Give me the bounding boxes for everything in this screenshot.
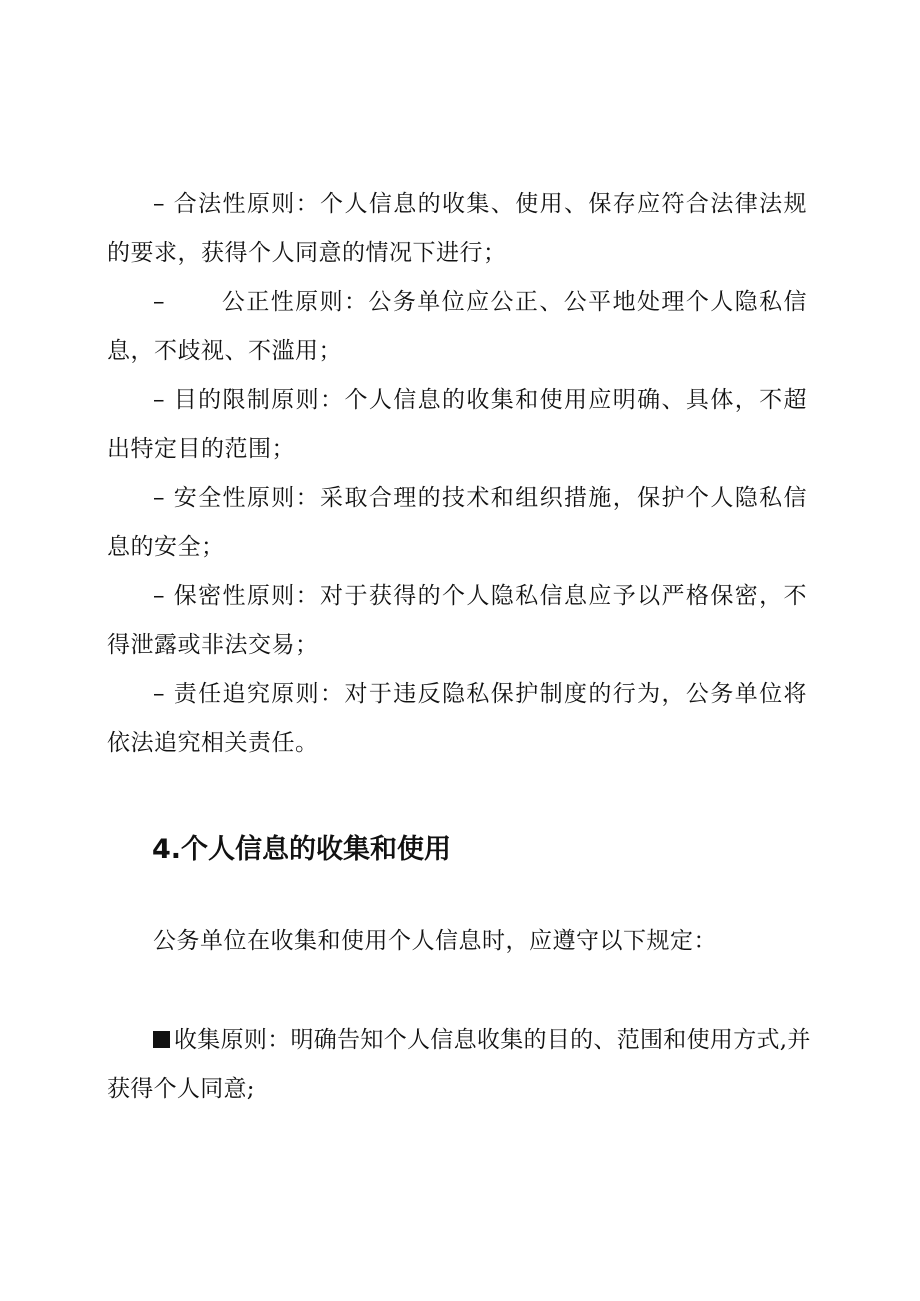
principle-purpose-limitation — [107, 376, 807, 474]
dash-marker: – — [153, 191, 165, 217]
principle-confidentiality — [107, 572, 807, 670]
section-heading: 4.个人信息的收集和使用 — [152, 834, 452, 865]
principle-security — [107, 474, 807, 572]
collection-principle-item — [107, 1016, 813, 1114]
collection-principle-text: 收集原则：明确告知个人信息收集的目的、范围和使用方式,并获得个人同意; — [107, 1027, 811, 1102]
principle-text: 责任追究原则：对于违反隐私保护制度的行为，公务单位将依法追究相关责任。 — [107, 681, 807, 756]
dash-marker: – — [153, 583, 165, 609]
principle-legality — [107, 180, 807, 278]
principle-text: 保密性原则：对于获得的个人隐私信息应予以严格保密，不得泄露或非法交易； — [107, 583, 807, 658]
dash-marker: – — [153, 485, 165, 511]
section-intro: 公务单位在收集和使用个人信息时，应遵守以下规定： — [153, 928, 717, 954]
square-bullet-icon — [153, 1031, 170, 1048]
dash-marker: – — [153, 289, 165, 315]
dash-marker: – — [153, 387, 165, 413]
dash-marker: – — [153, 681, 165, 707]
principle-accountability — [107, 670, 807, 768]
principle-text: 公正性原则：公务单位应公正、公平地处理个人隐私信息，不歧视、不滥用； — [107, 289, 807, 364]
principle-fairness — [107, 278, 807, 376]
principle-text: 合法性原则：个人信息的收集、使用、保存应符合法律法规的要求，获得个人同意的情况下进行； — [107, 191, 807, 266]
principle-text: 安全性原则：采取合理的技术和组织措施，保护个人隐私信息的安全； — [107, 485, 807, 560]
principle-text: 目的限制原则：个人信息的收集和使用应明确、具体，不超出特定目的范围； — [107, 387, 807, 462]
